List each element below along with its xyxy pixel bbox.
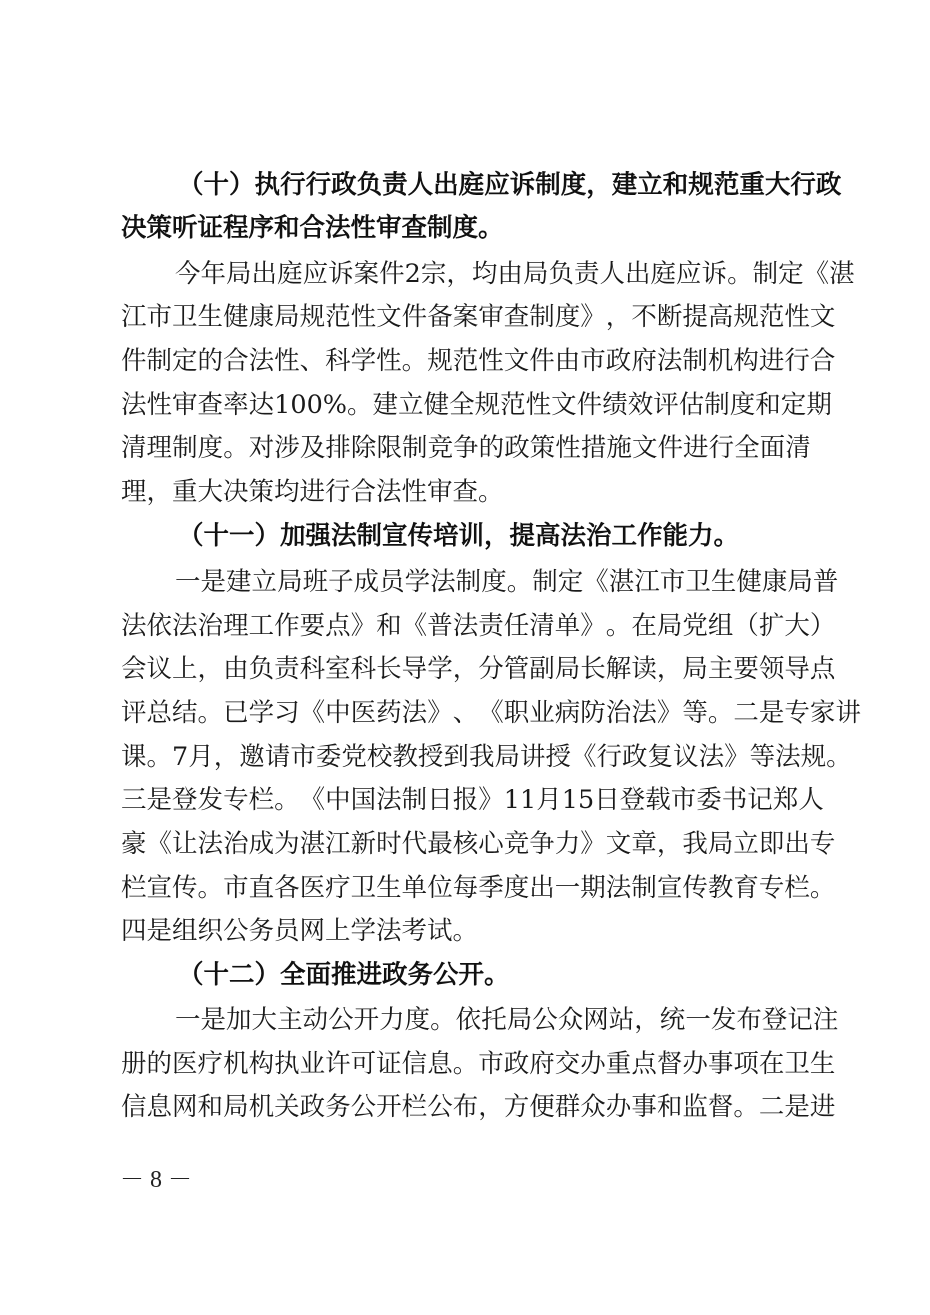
paragraph-line: 栏 宣 传 。 市 直 各 医 疗 卫 生 单 位 每 季 度 出 一 期 法 制 宣 传 教 育 专 栏 。 [121,873,836,903]
section-10-heading-line-1: （ 十 ） 执 行 行 政 负 责 人 出 庭 应 诉 制 度 ， 建 立 和 规 范 重 大 行 政 [178,170,842,200]
paragraph-line: 信 息 网 和 局 机 关 政 务 公 开 栏 公 布 ， 方 便 群 众 办 事 和 监 督 。 二 是 进 [121,1092,836,1122]
paragraph-line: 会 议 上 ， 由 负 责 科 室 科 长 导 学 ， 分 管 副 局 长 解 读 ， 局 主 要 领 导 点 [121,654,836,684]
section-10-heading-line-2: 决策听证程序和合法性审查制度。 [121,213,504,243]
paragraph-line: 今 年 局 出 庭 应 诉 案 件 2 宗 ， 均 由 局 负 责 人 出 庭 应 诉 。 制 定 《 湛 [175,259,855,289]
paragraph-line: 课 。 7 月 ， 邀 请 市 委 党 校 教 授 到 我 局 讲 授 《 行 政 复 议 法 》 等 法 规 。 [121,742,852,772]
paragraph-line: 一 是 建 立 局 班 子 成 员 学 法 制 度 。 制 定 《 湛 江 市 卫 生 健 康 局 普 [175,567,839,597]
paragraph-line: 一 是 加 大 主 动 公 开 力 度 。 依 托 局 公 众 网 站 ， 统 一 发 布 登 记 注 [175,1005,839,1035]
paragraph-line: 法 性 审 查 率 达 1 0 0 % 。 建 立 健 全 规 范 性 文 件 绩 效 评 估 制 度 和 定 期 [121,390,832,420]
paragraph-line: 法 依 法 治 理 工 作 要 点 》 和 《 普 法 责 任 清 单 》 。 在 局 党 组 （ 扩 大 ） [121,611,836,641]
page-number: － 8 － [120,1167,192,1193]
paragraph-line: 豪 《 让 法 治 成 为 湛 江 新 时 代 最 核 心 竞 争 力 》 文 章 ， 我 局 立 即 出 专 [121,829,836,859]
paragraph-line: 册 的 医 疗 机 构 执 业 许 可 证 信 息 。 市 政 府 交 办 重 点 督 办 事 项 在 卫 生 [121,1049,836,1079]
section-12-heading: （十二）全面推进政务公开。 [178,960,510,990]
paragraph-line: 四是组织公务员网上学法考试。 [121,916,479,946]
paragraph-line: 江 市 卫 生 健 康 局 规 范 性 文 件 备 案 审 查 制 度 》 ， 不 断 提 高 规 范 性 文 [121,302,836,332]
paragraph-line: 件 制 定 的 合 法 性 、 科 学 性 。 规 范 性 文 件 由 市 政 府 法 制 机 构 进 行 合 [121,346,836,376]
paragraph-line: 评 总 结 。 已 学 习 《 中 医 药 法 》 、 《 职 业 病 防 治 法 》 等 。 二 是 专 家 讲 [121,698,861,728]
paragraph-line: 清 理 制 度 。 对 涉 及 排 除 限 制 竞 争 的 政 策 性 措 施 文 件 进 行 全 面 清 [121,433,811,463]
section-11-heading: （十一）加强法制宣传培训，提高法治工作能力。 [178,521,740,551]
paragraph-line: 三 是 登 发 专 栏 。 《 中 国 法 制 日 报 》 1 1 月 1 5 日 登 载 市 委 书 记 郑 人 [121,785,824,815]
paragraph-line: 理，重大决策均进行合法性审查。 [121,477,504,507]
